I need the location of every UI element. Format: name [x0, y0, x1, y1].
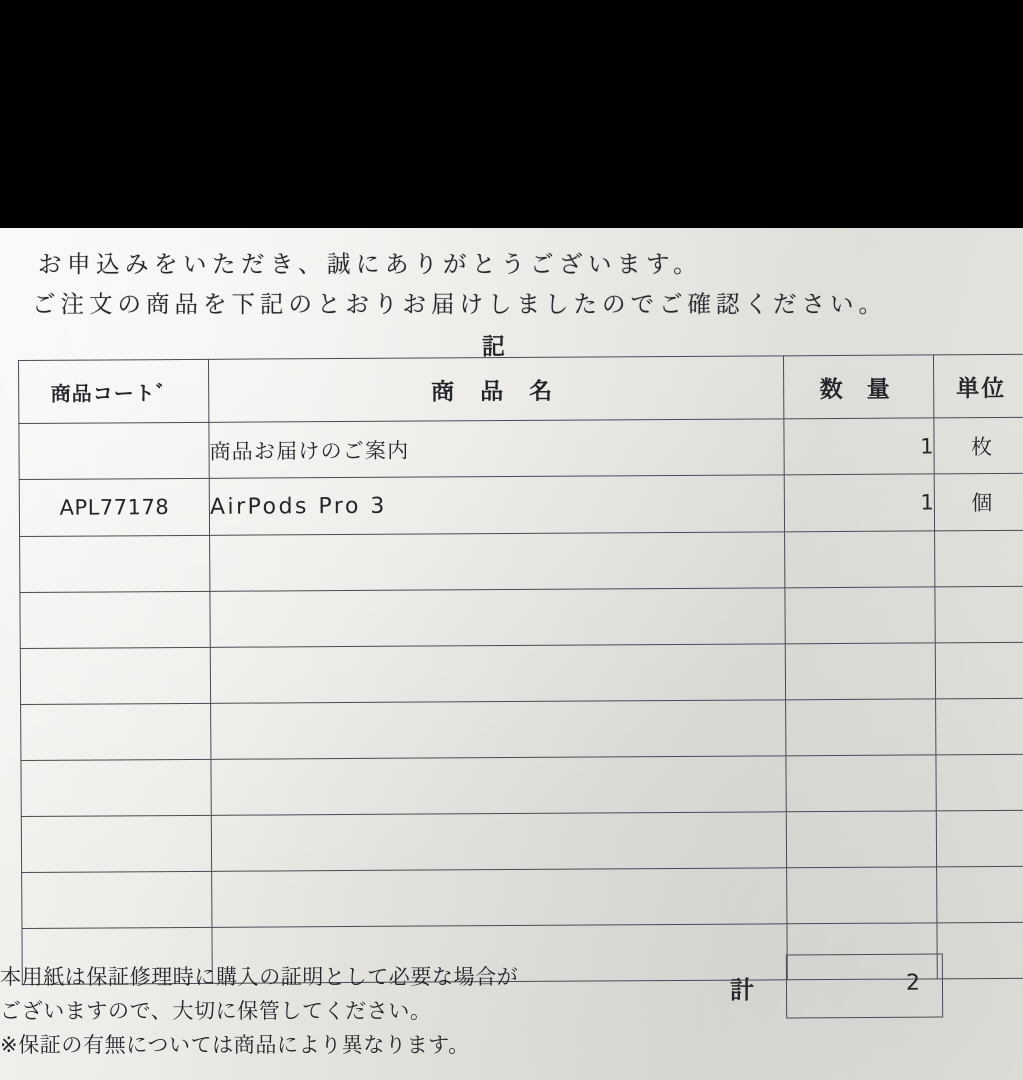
cell-product-name: AirPods Pro 3: [209, 475, 784, 536]
cell-quantity: 1: [784, 474, 934, 532]
cell-quantity: [785, 643, 935, 700]
cell-unit: [936, 698, 1023, 755]
delivery-note-paper: [0, 228, 1023, 1080]
cell-product-name: [211, 700, 786, 760]
total-label: 計: [730, 976, 756, 1004]
cell-product-name: 商品お届けのご案内: [209, 419, 784, 479]
intro-line-2: ご注文の商品を下記のとおりお届けしましたのでご確認ください。: [32, 290, 887, 318]
cell-unit: 個: [934, 473, 1023, 531]
items-table-wrapper: [18, 354, 1023, 985]
cell-quantity: 1: [784, 418, 934, 475]
items-table-body: [19, 417, 1023, 984]
footer-area: [0, 960, 1023, 1080]
letterbox-top: [0, 0, 1023, 228]
cell-product-name: [210, 588, 785, 648]
intro-text-block: [32, 244, 978, 324]
cell-product-code: [22, 871, 212, 928]
table-row: [20, 642, 1023, 704]
header-quantity: 数 量: [783, 355, 933, 419]
cell-product-code: [20, 647, 210, 704]
cell-product-code: [20, 535, 210, 592]
table-row: [21, 698, 1023, 760]
cell-product-name: [211, 812, 786, 872]
cell-unit: [936, 754, 1023, 811]
cell-unit: [935, 642, 1023, 699]
footer-note-line-1: 本用紙は保証修理時に購入の証明として必要な場合が: [0, 965, 519, 989]
cell-product-name: [212, 868, 787, 928]
cell-quantity: [786, 755, 936, 812]
header-product-code: 商品コート゛: [19, 359, 209, 423]
cell-unit: [935, 586, 1023, 643]
header-product-name: 商 品 名: [208, 356, 783, 423]
cell-product-name: [210, 644, 785, 704]
header-unit: 単位: [933, 354, 1023, 418]
cell-quantity: [786, 811, 936, 868]
footer-notes: [0, 960, 560, 1062]
table-row: [21, 810, 1023, 872]
footer-note-line-2: ございますので、大切に保管してください。: [0, 999, 432, 1023]
cell-unit: [935, 530, 1023, 587]
table-header-row: [19, 354, 1023, 423]
cell-product-code: [21, 815, 211, 872]
section-marker-ki: 記: [482, 334, 505, 360]
table-row: [20, 586, 1023, 648]
table-row: [22, 866, 1023, 928]
table-row: [19, 473, 1023, 536]
cell-product-code: APL77178: [19, 478, 209, 536]
items-table-head: [19, 354, 1023, 423]
table-row: [19, 417, 1023, 479]
items-table: [18, 354, 1023, 985]
cell-unit: 枚: [934, 417, 1023, 474]
footer-note-line-3: ※保証の有無については商品により異なります。: [0, 1033, 470, 1057]
cell-quantity: [785, 587, 935, 644]
cell-product-name: [210, 532, 785, 592]
intro-line-1: お申込みをいただき、誠にありがとうございます。: [38, 250, 703, 278]
cell-quantity: [787, 867, 937, 924]
total-value: 2: [905, 970, 921, 996]
cell-product-code: [20, 591, 210, 648]
total-box: [786, 954, 943, 1019]
cell-unit: [937, 866, 1023, 923]
cell-product-name: [211, 756, 786, 816]
cell-quantity: [785, 531, 935, 588]
cell-product-code: [19, 422, 209, 479]
table-row: [21, 754, 1023, 816]
table-row: [20, 530, 1023, 592]
cell-product-code: [21, 703, 211, 760]
cell-product-code: [21, 759, 211, 816]
cell-quantity: [786, 699, 936, 756]
cell-unit: [936, 810, 1023, 867]
